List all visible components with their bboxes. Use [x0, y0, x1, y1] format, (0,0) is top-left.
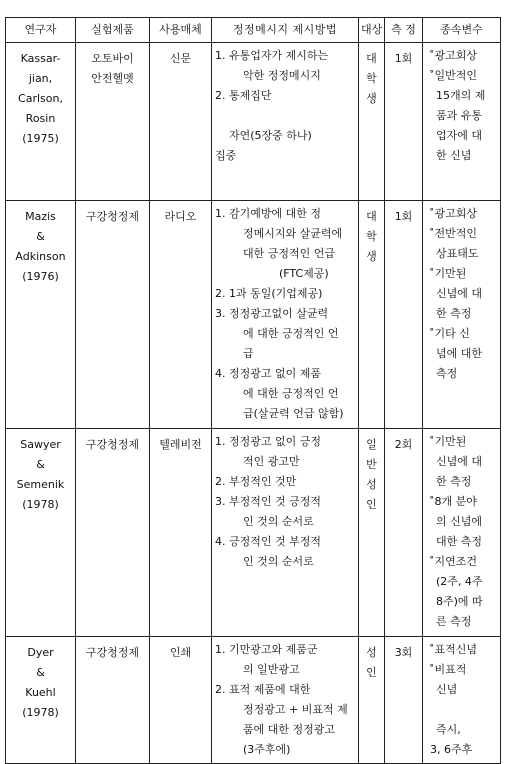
message-item: 1. 감기예방에 대한 정 정메시지와 살균력에 대한 긍정적인 언급 (FTC제공)	[215, 207, 343, 280]
vars-note: 3, 6주후	[430, 743, 473, 756]
vars-cell: ˚표적신념 ˚비표적 신념 즉시, 3, 6주후	[423, 637, 501, 764]
message-item: 2. 부정적인 것만	[215, 475, 297, 488]
message-item: 3. 부정적인 것 긍정적 인 것의 순서로	[215, 495, 321, 528]
message-item: 4. 긍정적인 것 부정적 인 것의 순서로	[215, 535, 321, 568]
message-cell	[212, 43, 359, 201]
table-row	[6, 201, 501, 429]
header-media: 사용매체	[150, 18, 212, 43]
target-cell: 성 인	[359, 637, 385, 764]
table-row	[6, 43, 501, 201]
message-cell	[212, 637, 359, 764]
message-item: 3. 정정광고없이 살균력 에 대한 긍정적인 언 급	[215, 307, 339, 360]
header-message-method: 정정메시지 제시방법	[212, 18, 359, 43]
vars-note: 즉시,	[436, 723, 461, 736]
count-cell: 3회	[385, 637, 423, 764]
media-cell: 인쇄	[150, 637, 212, 764]
message-note: 집중	[215, 149, 237, 162]
research-table	[5, 17, 501, 764]
message-item: 4. 정정광고 없이 제품 에 대한 긍정적인 언 급(살균력 언급 않함)	[215, 367, 344, 420]
table-row	[6, 429, 501, 637]
target-cell: 대 학 생	[359, 43, 385, 201]
header-row	[6, 18, 501, 43]
message-item: 1. 정정광고 없이 긍정 적인 광고만	[215, 435, 321, 468]
message-item: 2. 통제집단	[215, 89, 272, 102]
count-cell: 1회	[385, 201, 423, 429]
product-cell: 구강청정제	[76, 429, 150, 637]
media-cell: 라디오	[150, 201, 212, 429]
message-item: 2. 표적 제품에 대한 정정광고 + 비표적 제 품에 대한 정정광고 (3주후에)	[215, 683, 348, 756]
researcher-cell: Kassar- jian, Carlson, Rosin (1975)	[6, 43, 76, 201]
header-researcher: 연구자	[6, 18, 76, 43]
product-cell: 구강청정제	[76, 201, 150, 429]
message-note: 자연(5장중 하나)	[229, 129, 312, 142]
target-cell: 일 반 성 인	[359, 429, 385, 637]
message-cell	[212, 429, 359, 637]
media-cell: 텔레비전	[150, 429, 212, 637]
header-target: 대상	[359, 18, 385, 43]
message-item: 1. 유통업자가 제시하는 악한 정정메시지	[215, 49, 329, 82]
count-cell: 2회	[385, 429, 423, 637]
count-cell: 1회	[385, 43, 423, 201]
header-dependent-vars: 종속변수	[423, 18, 501, 43]
product-cell: 오토바이 안전헬멧	[76, 43, 150, 201]
target-cell: 대 학 생	[359, 201, 385, 429]
vars-cell: ˚광고회상 ˚전반적인 상표태도 ˚기만된 신념에 대 한 측정 ˚기타 신 념에 대한 측정	[423, 201, 501, 429]
product-cell: 구강청정제	[76, 637, 150, 764]
media-cell: 신문	[150, 43, 212, 201]
message-cell	[212, 201, 359, 429]
researcher-cell: Dyer & Kuehl (1978)	[6, 637, 76, 764]
vars-cell: ˚기만된 신념에 대 한 측정 ˚8개 분야 의 신념에 대한 측정 ˚지연조건 (2주, 4주 8주)에 따 른 측정	[423, 429, 501, 637]
researcher-cell: Mazis & Adkinson (1976)	[6, 201, 76, 429]
researcher-cell: Sawyer & Semenik (1978)	[6, 429, 76, 637]
message-item: 2. 1과 동일(기업제공)	[215, 287, 323, 300]
header-measurement: 측 정	[385, 18, 423, 43]
table-row	[6, 637, 501, 764]
message-item: 1. 기만광고와 제품군 의 일반광고	[215, 643, 318, 676]
header-product: 실험제품	[76, 18, 150, 43]
vars-cell: ˚광고회상 ˚일반적인 15개의 제 품과 유통 업자에 대 한 신념	[423, 43, 501, 201]
